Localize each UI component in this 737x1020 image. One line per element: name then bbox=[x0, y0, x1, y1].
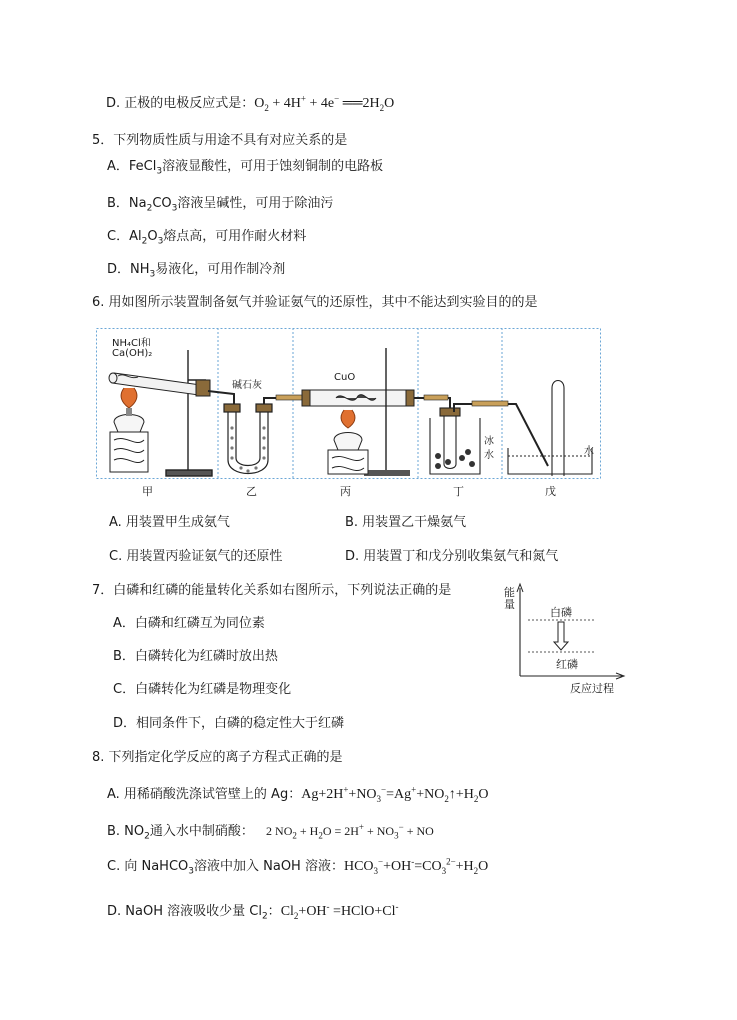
apparatus-diagram bbox=[96, 328, 601, 480]
cuo-label: CuO bbox=[334, 372, 356, 383]
q6-option-b: B. 用装置乙干燥氨气 bbox=[345, 515, 467, 530]
label-bing: 丙 bbox=[340, 485, 351, 498]
q5-option-c: C．$Al_2O_3$熔点高，可用作耐火材料 bbox=[107, 229, 307, 247]
label-jia: 甲 bbox=[142, 485, 153, 498]
lamp-jia bbox=[110, 388, 148, 472]
white-phosphorus-label: 白磷 bbox=[550, 606, 572, 619]
q4-option-d: D. 正极的电极反应式是：$O_2 + 4H^+ + 4e^-$ $══2H_2O$ bbox=[106, 93, 395, 113]
red-phosphorus-label: 红磷 bbox=[556, 658, 578, 671]
q7-option-d: D．相同条件下，白磷的稳定性大于红磷 bbox=[113, 716, 345, 731]
stand-jia bbox=[166, 350, 212, 476]
q8-option-b: B. $NO_2$通入水中制硝酸： 2 $NO_2 + H_2O = 2H^+ + NO_3^-$ + NO bbox=[107, 822, 434, 842]
energy-ylabel-2: 量 bbox=[504, 598, 515, 611]
q6-stem: 6. 用如图所示装置制备氨气并验证氨气的还原性，其中不能达到实验目的的是 bbox=[92, 295, 538, 310]
q8-option-c: C. 向 NaHCO$_3$溶液中加入 NaOH 溶液：$HCO_3^-+OH^-=CO_3^{2-}+H_2O$ bbox=[107, 856, 489, 877]
water-label-ding: 水 bbox=[484, 450, 494, 461]
q8-option-a: A. 用稀硝酸洗涤试管壁上的 Ag：$Ag+2H^++NO_3^-=Ag^++NO_2↑+H_2O$ bbox=[107, 784, 489, 804]
q5-stem: 5．下列物质性质与用途不具有对应关系的是 bbox=[92, 133, 348, 148]
energy-diagram bbox=[498, 580, 628, 698]
q6-option-a: A. 用装置甲生成氨气 bbox=[109, 515, 230, 530]
soda-lime-label: 碱石灰 bbox=[232, 380, 262, 391]
q5-option-a: A．FeCl$_3$溶液显酸性，可用于蚀刻铜制的电路板 bbox=[107, 159, 384, 177]
q8-option-d: D. NaOH 溶液吸收少量 $Cl_2$：$Cl_2+OH^-$ =HClO+Cl- bbox=[107, 901, 399, 922]
q6-option-d: D. 用装置丁和戊分别收集氨气和氮气 bbox=[345, 549, 559, 564]
reagent-label-2: Ca(OH)₂ bbox=[112, 348, 153, 359]
q5-option-d: D．$NH_3$易液化，可用作制冷剂 bbox=[107, 262, 286, 280]
trough-wu bbox=[508, 381, 592, 477]
reagent-label: NH₄Cl和 bbox=[112, 338, 151, 349]
label-wu: 戊 bbox=[545, 485, 556, 498]
water-label-wu: 水 bbox=[584, 446, 594, 457]
q8-stem: 8. 下列指定化学反应的离子方程式正确的是 bbox=[92, 750, 343, 765]
ice-label: 冰 bbox=[484, 436, 494, 447]
q7-stem: 7．白磷和红磷的能量转化关系如右图所示，下列说法正确的是 bbox=[92, 583, 452, 598]
q5-option-b: B．$Na_2CO_3$溶液呈碱性，可用于除油污 bbox=[107, 196, 334, 214]
q7-option-b: B．白磷转化为红磷时放出热 bbox=[113, 649, 278, 664]
label-ding: 丁 bbox=[453, 485, 464, 498]
label-yi: 乙 bbox=[246, 485, 257, 498]
q7-option-a: A．白磷和红磷互为同位素 bbox=[113, 616, 265, 631]
combustion-tube-bing bbox=[302, 348, 414, 476]
q6-option-c: C. 用装置丙验证氨气的还原性 bbox=[109, 549, 283, 564]
q7-option-c: C．白磷转化为红磷是物理变化 bbox=[113, 682, 292, 697]
q6-apparatus-figure bbox=[96, 328, 601, 480]
energy-xlabel: 反应过程 bbox=[570, 682, 614, 695]
energy-ylabel-1: 能 bbox=[504, 586, 515, 599]
